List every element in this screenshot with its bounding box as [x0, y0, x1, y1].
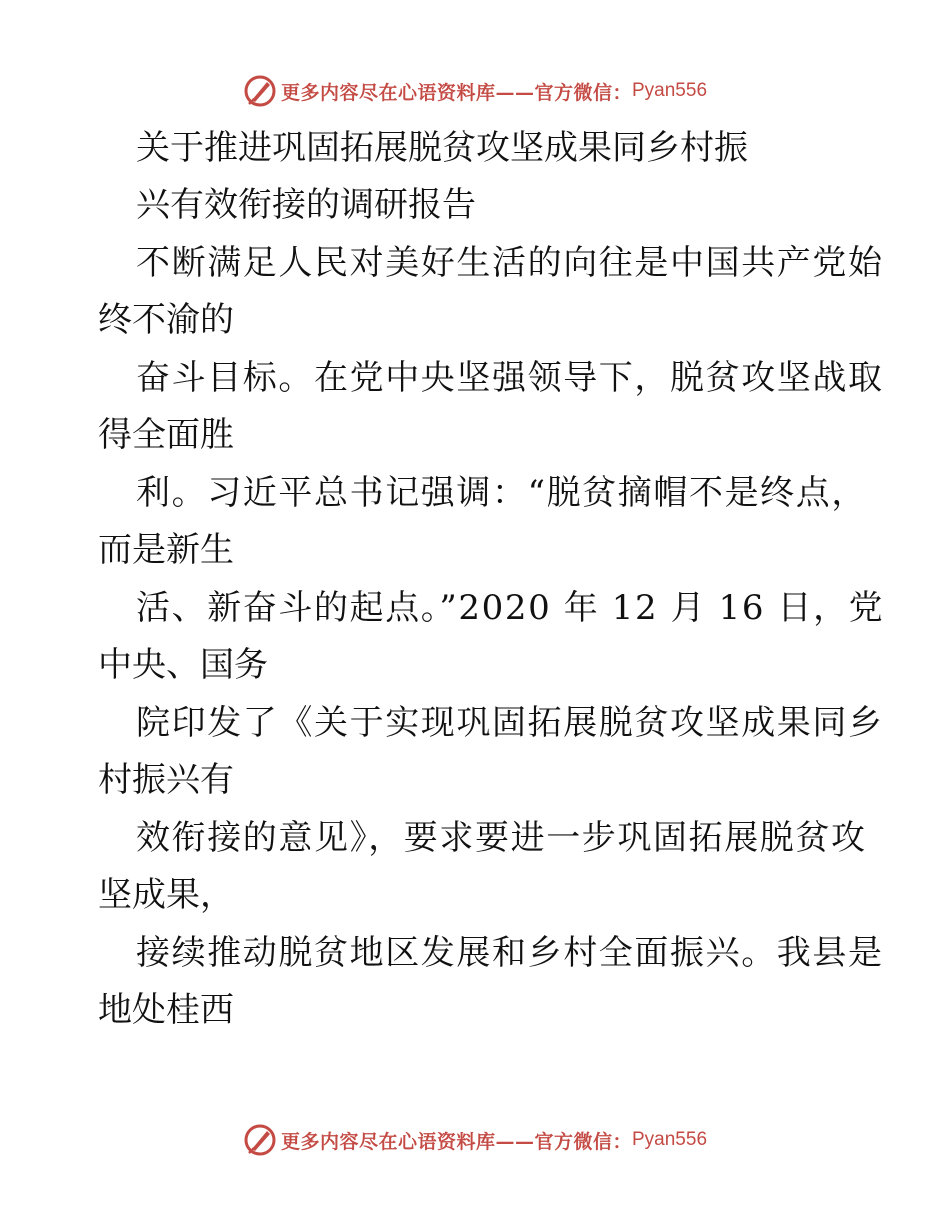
paragraph-line: 而是新生: [98, 530, 234, 570]
paragraph-line: 活、新奋斗的起点。”2020 年 12 月 16 日，党: [136, 588, 885, 628]
paragraph-line: 村振兴有: [98, 760, 234, 800]
paragraph-line: 利。习近平总书记强调：“脱贫摘帽不是终点，: [136, 473, 867, 513]
paragraph-line: 中央、国务: [98, 645, 268, 685]
quill-pen-logo-icon: [243, 1123, 277, 1157]
banner-text: 更多内容尽在心语资料库——官方微信：: [280, 81, 632, 104]
paragraph-line: 效衔接的意见》，要求要进一步巩固拓展脱贫攻: [136, 818, 867, 858]
banner-wechat-id: Pyan556: [632, 1129, 708, 1150]
paragraph-line: 院印发了《关于实现巩固拓展脱贫攻坚成果同乡: [136, 703, 884, 743]
report-title-line-1: 关于推进巩固拓展脱贫攻坚成果同乡村振: [136, 128, 748, 168]
paragraph-line: 奋斗目标。在党中央坚强领导下，脱贫攻坚战取: [136, 358, 884, 398]
paragraph-line: 地处桂西: [98, 990, 234, 1030]
banner-text: 更多内容尽在心语资料库——官方微信：: [280, 1130, 632, 1153]
quill-pen-logo-icon: [243, 74, 277, 108]
paragraph-line: 接续推动脱贫地区发展和乡村全面振兴。我县是: [136, 933, 884, 973]
header-banner: [0, 71, 950, 111]
paragraph-line: 坚成果，: [98, 875, 234, 915]
paragraph-line: 不断满足人民对美好生活的向往是中国共产党始: [136, 243, 884, 283]
paragraph-line: 得全面胜: [98, 415, 234, 455]
paragraph-line: 终不渝的: [98, 300, 234, 340]
report-title-line-2: 兴有效衔接的调研报告: [136, 185, 476, 225]
banner-wechat-id: Pyan556: [632, 80, 708, 101]
footer-banner: [0, 1120, 950, 1160]
